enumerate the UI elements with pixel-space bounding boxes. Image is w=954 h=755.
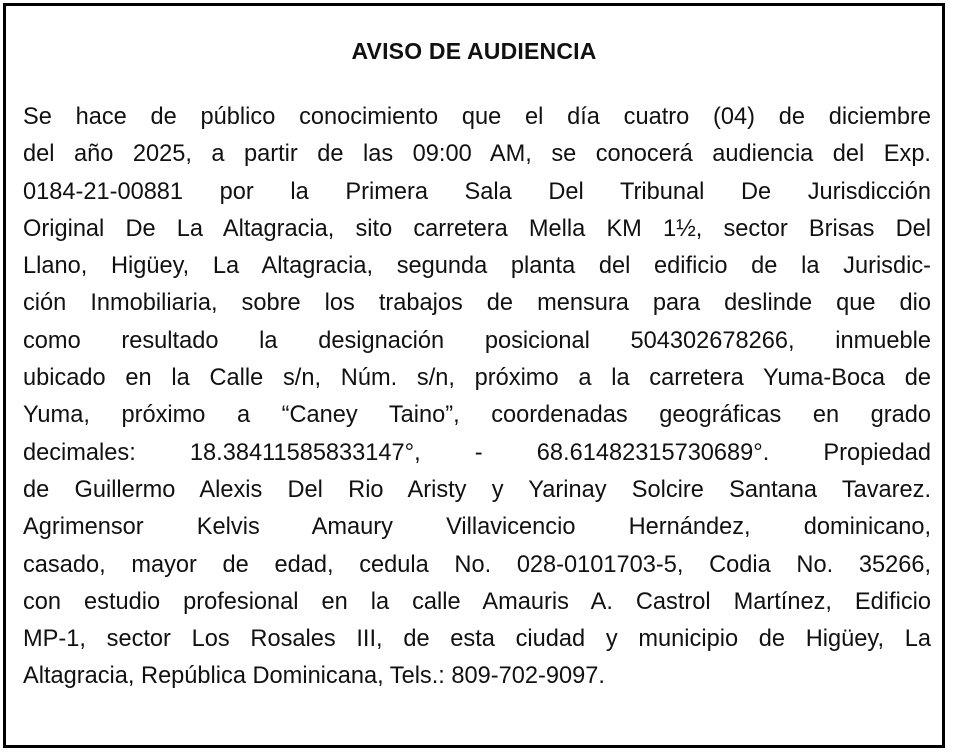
notice-line: MP-1, sector Los Rosales III, de esta ciudad y municipio de Higüey, La xyxy=(23,626,931,653)
notice-line: ubicado en la Calle s/n, Núm. s/n, próximo a la carretera Yuma-Boca de xyxy=(23,365,931,392)
notice-line: de Guillermo Alexis Del Rio Aristy y Yarinay Solcire Santana Tavarez. xyxy=(23,476,931,503)
notice-line: Se hace de público conocimiento que el día cuatro (04) de diciembre xyxy=(23,104,931,130)
notice-line: Altagracia, República Dominicana, Tels.: 809-702-9097. xyxy=(23,663,605,690)
notice-line: Llano, Higüey, La Altagracia, segunda planta del edificio de la Jurisdic- xyxy=(23,253,931,280)
notice-line: ción Inmobiliaria, sobre los trabajos de mensura para deslinde que dio xyxy=(23,290,931,317)
notice-line: Yuma, próximo a “Caney Taino”, coordenadas geográficas en grado xyxy=(23,402,931,429)
notice-line: con estudio profesional en la calle Amauris A. Castrol Martínez, Edificio xyxy=(23,588,931,615)
notice-line: del año 2025, a partir de las 09:00 AM, se conocerá audiencia del Exp. xyxy=(23,141,931,168)
notice-line: Original De La Altagracia, sito carretera Mella KM 1½, sector Brisas Del xyxy=(23,215,931,242)
notice-line: Agrimensor Kelvis Amaury Villavicencio Hernández, dominicano, xyxy=(23,514,931,541)
notice-box xyxy=(3,3,945,748)
notice-body xyxy=(23,99,931,696)
notice-line: como resultado la designación posicional 504302678266, inmueble xyxy=(23,327,931,354)
notice-title: AVISO DE AUDIENCIA xyxy=(351,38,597,64)
notice-line: casado, mayor de edad, cedula No. 028-0101703-5, Codia No. 35266, xyxy=(23,551,931,578)
notice-line: 0184-21-00881 por la Primera Sala Del Tribunal De Jurisdicción xyxy=(23,178,931,205)
notice-line: decimales: 18.38411585833147°, - 68.61482315730689°. Propiedad xyxy=(23,439,931,466)
